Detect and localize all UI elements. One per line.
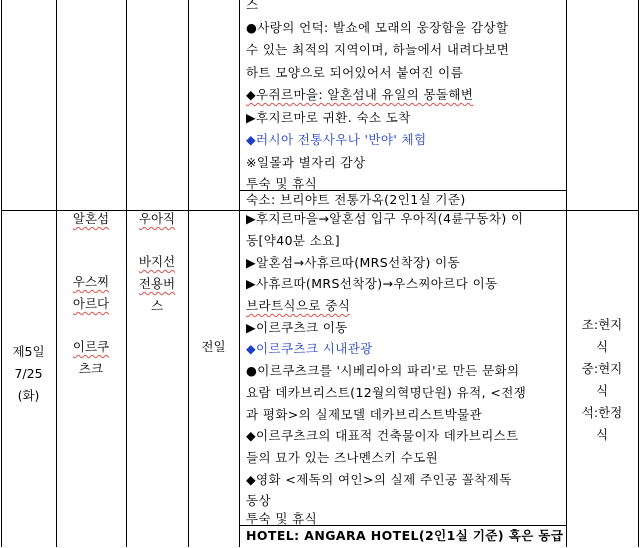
schedule-line: ◆영화 <제독의 여인>의 실제 주인공 꼴착제독	[246, 472, 512, 487]
schedule-line: 스	[246, 0, 259, 12]
place-name: 아르다	[72, 296, 110, 311]
meal-info: 석:한정	[581, 405, 623, 420]
time-slot: 전일	[201, 339, 226, 354]
schedule-line: ▶후지르마을→알혼섬 입구 우아직(4륜구동차) 이	[246, 211, 524, 226]
schedule-line: 동[약40분 소요]	[246, 233, 341, 248]
table-border-right	[638, 0, 639, 547]
meal-info: 식	[595, 427, 609, 442]
hotel-info: HOTEL: ANGARA HOTEL(2인1실 기준) 혹은 동급	[246, 528, 564, 543]
schedule-line: ●이르쿠츠크를 '시베리아의 파리'로 만든 문화의	[246, 363, 520, 378]
schedule-line: 들의 묘가 있는 즈나멘스키 수도원	[246, 450, 439, 465]
place-name: 츠크	[78, 361, 104, 376]
day-number: 제5일	[12, 344, 45, 359]
schedule-line: 투숙 및 휴식	[246, 176, 318, 191]
meal-info: 중:현지	[581, 361, 623, 376]
schedule-line-highlight: ◆이르쿠츠크 시내관광	[246, 341, 373, 356]
schedule-line: 요람 데카브리스트(12월의혁명단원) 유적, <전쟁	[246, 385, 527, 400]
schedule-line: 하트 모양으로 되어있어서 붙여진 이름	[246, 65, 464, 80]
transport-type: 바지선	[138, 254, 176, 269]
schedule-line: ●사랑의 언덕: 발쇼에 모래의 웅장함을 감상할	[246, 20, 509, 35]
schedule-line: 투숙 및 휴식	[246, 511, 318, 526]
schedule-line: 동상	[246, 493, 271, 508]
day-weekday: (화)	[17, 388, 40, 403]
schedule-line: ※일몰과 별자리 감상	[246, 155, 366, 170]
table-border-left	[1, 0, 2, 547]
schedule-line: 수 있는 최적의 지역이며, 하늘에서 내려다보면	[246, 42, 510, 57]
schedule-line: 브라트식으로 중식	[246, 298, 351, 313]
schedule-line: ◆이르쿠츠크의 대표적 건축물이자 데카브리스트	[246, 428, 519, 443]
meal-info: 조:현지	[581, 317, 623, 332]
schedule-line: ▶알혼섬→사휴르따(MRS선착장) 이동	[246, 255, 461, 270]
schedule-line: 과 평화>의 실제모델 데카브리스트박물관	[246, 407, 483, 422]
transport-type: 전용버	[138, 276, 176, 291]
transport-type: 우아직	[138, 211, 176, 226]
schedule-line: ◆우쥐르마을: 알혼섬내 유일의 몽돌해변	[246, 87, 474, 102]
lodging-info: 숙소: 브리야트 전통가옥(2인1실 기준)	[246, 192, 466, 207]
transport-type: 스	[150, 298, 164, 313]
place-name: 우스찌	[72, 274, 110, 289]
column-divider	[239, 0, 240, 547]
schedule-line-highlight: ◆러시아 전통사우나 '반야' 체험	[246, 132, 427, 147]
column-divider	[188, 0, 189, 547]
schedule-line: ▶후지르마로 귀환. 숙소 도착	[246, 110, 411, 125]
meal-info: 식	[595, 339, 609, 354]
place-name: 이르쿠	[72, 339, 110, 354]
day-date: 7/25	[14, 366, 43, 381]
schedule-line: ▶사휴르따(MRS선착장)→우스찌아르다 이동	[246, 276, 498, 291]
meal-info: 식	[595, 383, 609, 398]
place-name: 알혼섬	[72, 211, 110, 226]
schedule-line: ▶이르쿠츠크 이동	[246, 320, 348, 335]
column-divider	[566, 0, 567, 547]
